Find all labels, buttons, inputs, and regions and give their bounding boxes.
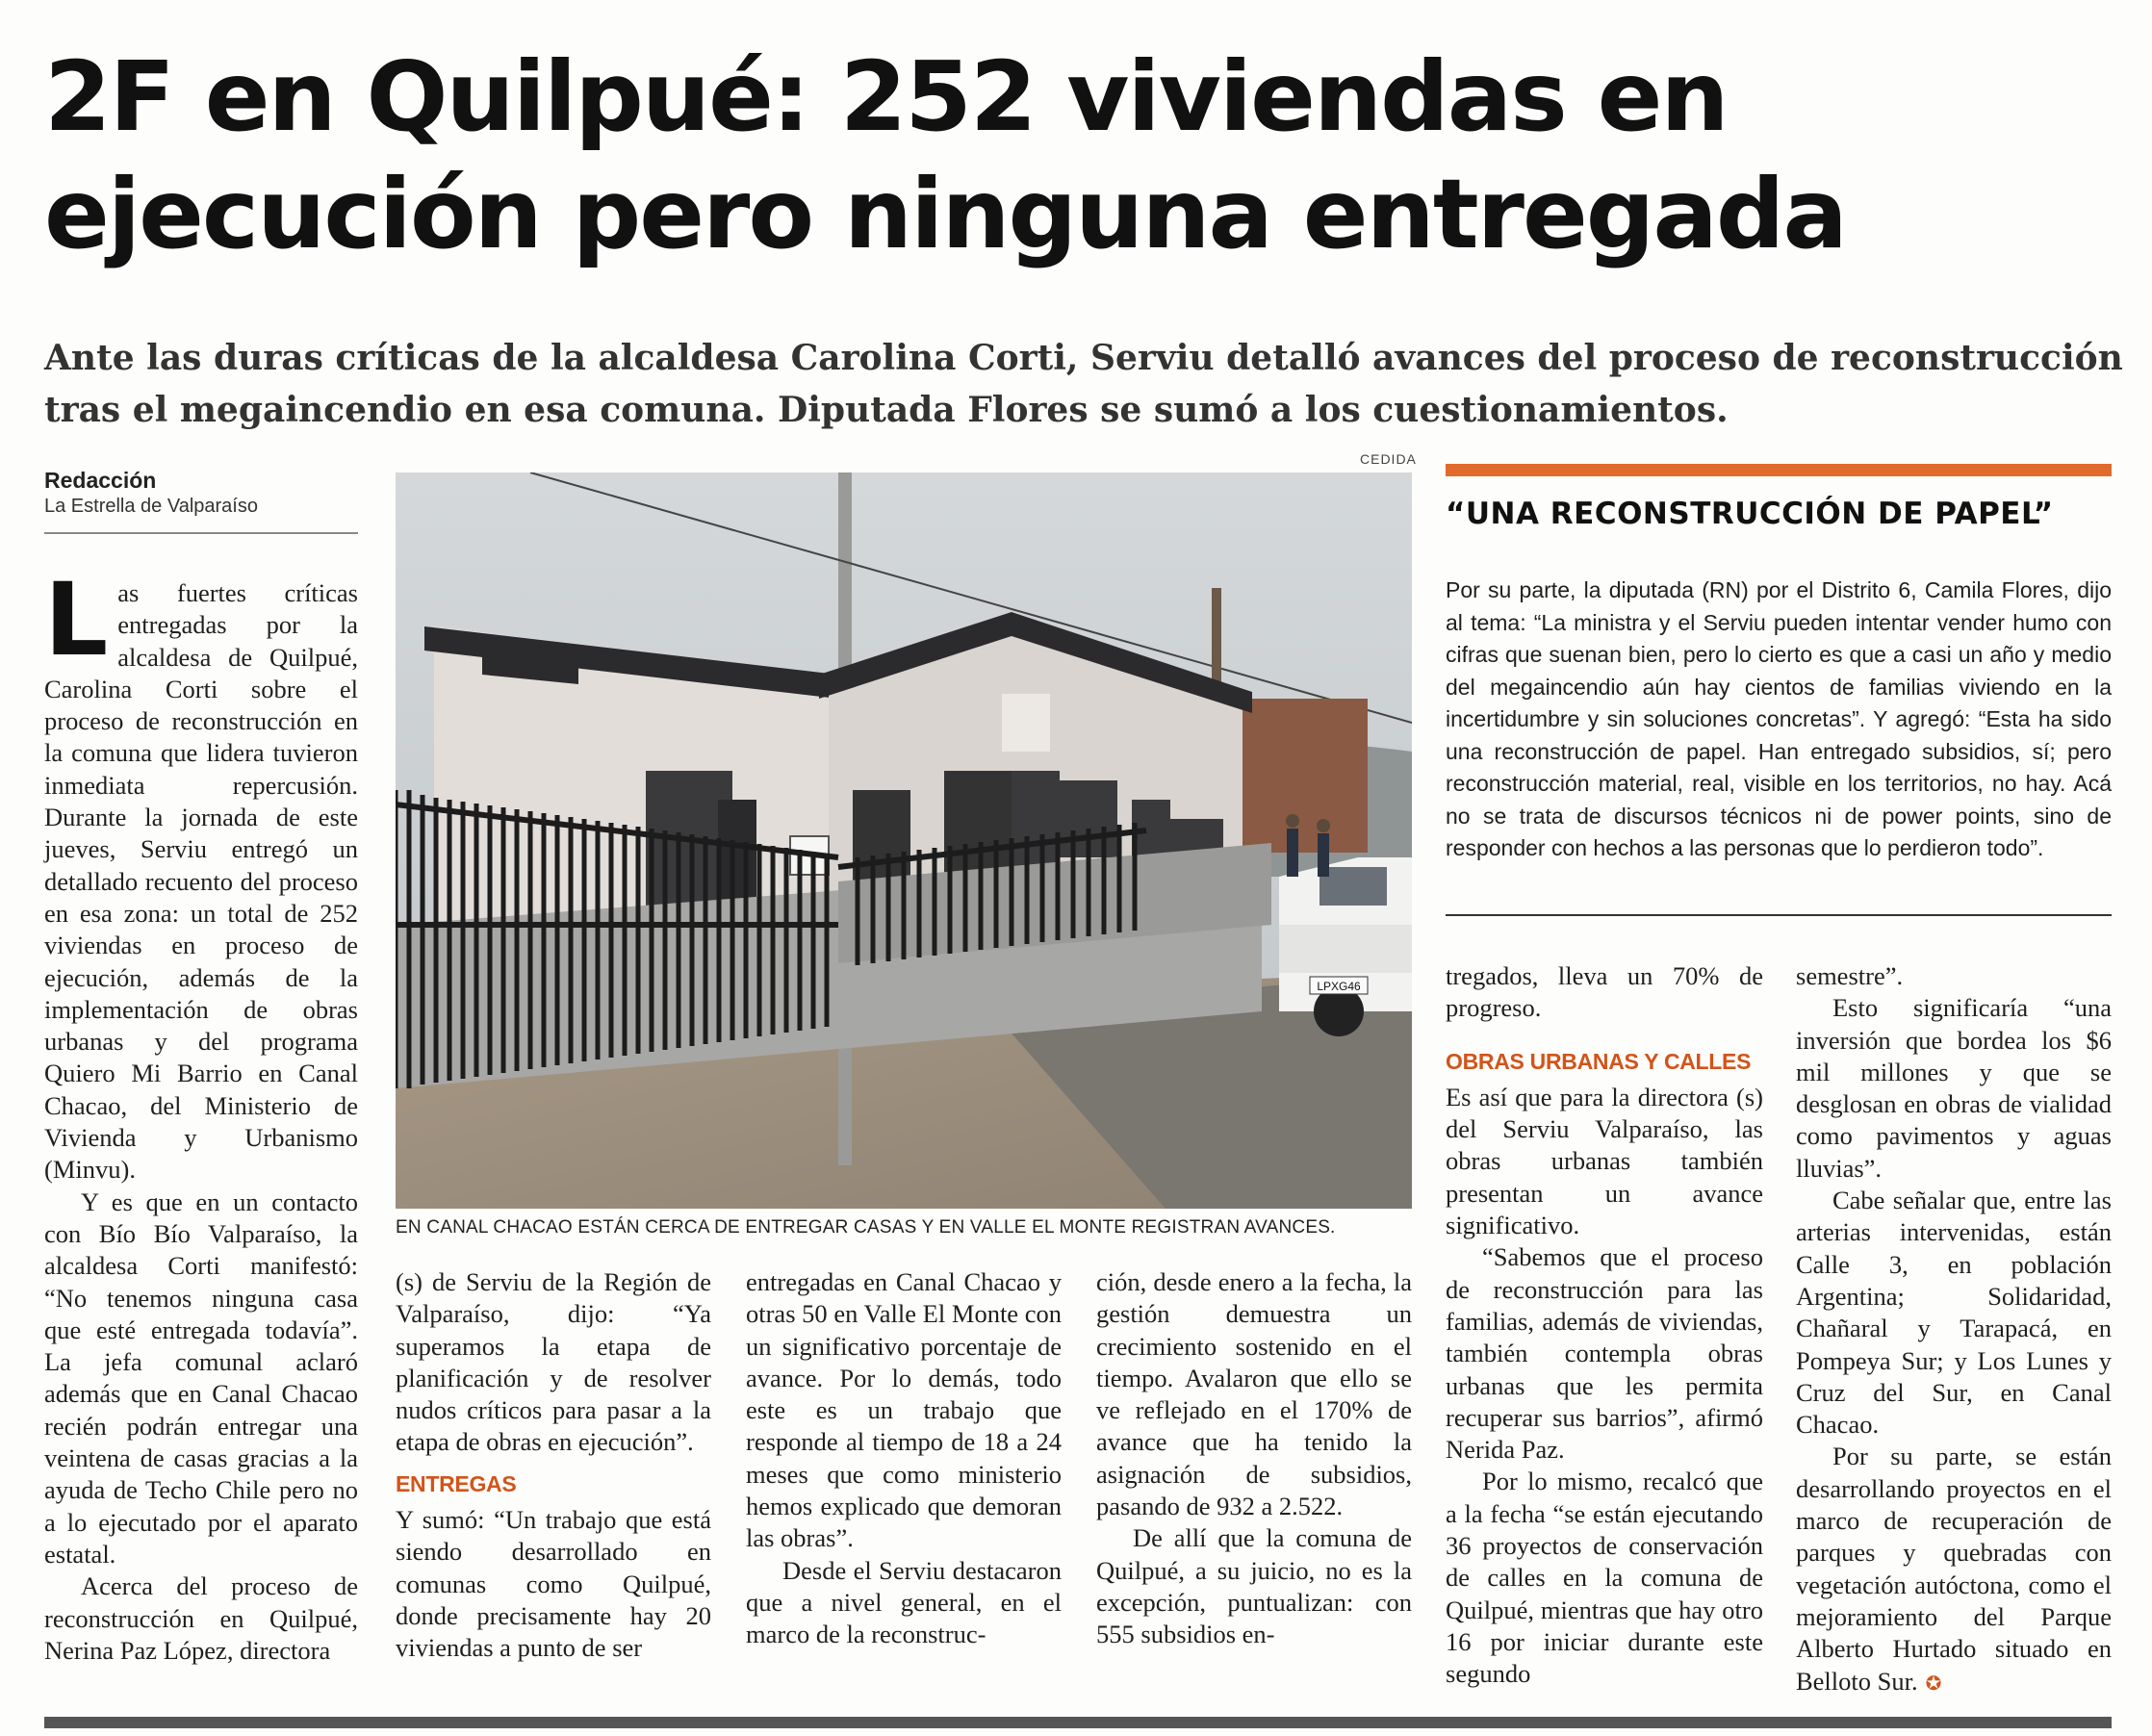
photo-credit: CEDIDA <box>1360 451 1417 467</box>
photo-caption: EN CANAL CHACAO ESTÁN CERCA DE ENTREGAR CASAS Y EN VALLE EL MONTE REGISTRAN AVANCES. <box>396 1217 1336 1238</box>
article-paragraph: “Sabemos que el proceso de reconstrucción para las familias, además de viviendas, también contempla obras urbanas que les permita recuperar sus barrios”, afirmó Nerida Paz. <box>1446 1242 1763 1465</box>
end-mark-icon: ✪ <box>1925 1672 1942 1695</box>
article-paragraph: Las fuertes críticas entregadas por la alcaldesa de Quilpué, Carolina Corti sobre el proceso de reconstrucción en la comuna que lidera tuvieron inmediata repercusión. Durante la jornada de este jueves, Serviu entregó un detallado recuento del proceso en esa zona: un total de 252 viviendas en proceso de ejecución, además de la implementación de obras urbanas y del programa Quiero Mi Barrio en Canal Chacao, del Ministerio de Vivienda y Urbanismo (Minvu). <box>44 561 358 1185</box>
article-paragraph: semestre”. <box>1796 961 1904 990</box>
article-paragraph: De allí que la comuna de Quilpué, a su juicio, no es la excepción, puntualizan: con 555 subsidios en- <box>1096 1523 1412 1649</box>
article-paragraph: Acerca del proceso de reconstrucción en Quilpué, Nerina Paz López, directora <box>44 1571 358 1665</box>
drop-cap: L <box>44 561 109 678</box>
article-column-5 <box>1446 960 1763 1691</box>
sidebar-divider <box>1446 914 2112 916</box>
sidebar-accent-bar <box>1446 464 2112 476</box>
article-paragraph: (s) de Serviu de la Región de Valparaíso, dijo: “Ya superamos la etapa de planificación y de resolver nudos críticos para pasar a la etapa de obras en ejecución”. <box>396 1267 711 1457</box>
article-column-3 <box>746 1266 1062 1651</box>
article-paragraph: Y es que en un contacto con Bío Bío Valparaíso, la alcaldesa Corti manifestó: “No tenemos ninguna casa que esté entregada todavía”. La jefa comunal aclaró además que en Canal Chacao recién podrán entregar una veintena de casas gracias a la ayuda de Techo Chile pero no a lo ejecutado por el aparato estatal. <box>44 1187 358 1569</box>
article-paragraph: Cabe señalar que, entre las arterias intervenidas, están Calle 3, en población Argentina; Solidaridad, Chañaral y Tarapacá, en Pompeya Sur; y Los Lunes y Cruz del Sur, en Canal Chacao. <box>1796 1186 2112 1440</box>
article-paragraph: entregadas en Canal Chacao y otras 50 en Valle El Monte con un significativo porcentaje de avance. Por lo demás, todo este es un trabajo que responde al tiempo de 18 a 24 meses que como ministerio hemos explicado que demoran las obras”. <box>746 1267 1062 1553</box>
headline: 2F en Quilpué: 252 viviendas en ejecución pero ninguna entregada <box>44 40 1846 270</box>
sidebar-title: “UNA RECONSTRUCCIÓN DE PAPEL” <box>1446 497 2054 531</box>
byline-publication: La Estrella de Valparaíso <box>44 496 258 517</box>
article-column-1 <box>44 561 358 1667</box>
article-paragraph: tregados, lleva un 70% de progreso. <box>1446 961 1763 1023</box>
article-paragraph: ción, desde enero a la fecha, la gestión demuestra un crecimiento sostenido en el tiempo. Avalaron que ello se ve reflejado en el 170% de avance que ha tenido la asignación de subsidios, pasando de 932 a 2.522. <box>1096 1267 1412 1521</box>
article-paragraph: Esto significaría “una inversión que bordea los $6 mil millones y que se desglosan en obras de vialidad como pavimentos y aguas lluvias”. <box>1796 993 2112 1183</box>
bottom-rule <box>44 1717 2112 1728</box>
article-column-2 <box>396 1266 711 1665</box>
article-paragraph: Por lo mismo, recalcó que a la fecha “se están ejecutando 36 proyectos de conservación de calles en la comuna de Quilpué, mientras que hay otro 16 por iniciar durante este segundo <box>1446 1467 1763 1689</box>
news-photo <box>396 472 1412 1209</box>
article-paragraph: Desde el Serviu destacaron que a nivel general, en el marco de la reconstruc- <box>746 1555 1062 1649</box>
house-construction-illustration <box>396 472 1412 1209</box>
section-heading-obras: OBRAS URBANAS Y CALLES <box>1446 1048 1752 1074</box>
article-column-4 <box>1096 1266 1412 1651</box>
article-paragraph: Y sumó: “Un trabajo que está siendo desarrollado en comunas como Quilpué, donde precisamente hay 20 viviendas a punto de ser <box>396 1505 711 1663</box>
article-paragraph: Es así que para la directora (s) del Serviu Valparaíso, las obras urbanas también presentan un avance significativo. <box>1446 1082 1763 1240</box>
byline-divider <box>44 532 358 534</box>
sidebar-text: Por su parte, la diputada (RN) por el Distrito 6, Camila Flores, dijo al tema: “La ministra y el Serviu pueden intentar vender humo con cifras que suenan bien, pero lo cierto es que a casi un año y medio del megaincendio aún hay cientos de familias viviendo en la incertidumbre y sin soluciones concretas”. Y agregó: “Esta ha sido una reconstrucción de papel. Han entregado subsidios, sí; pero reconstrucción material, real, visible en los territorios, no hay. Acá no se trata de discursos técnicos ni de power points, sino de responder con hechos a las personas que lo perdieron todo”. <box>1446 577 2112 860</box>
article-column-6 <box>1796 960 2112 1700</box>
byline-author: Redacción <box>44 468 157 493</box>
section-heading-entregas: ENTREGAS <box>396 1470 517 1496</box>
license-plate: LPXG46 <box>1317 980 1361 993</box>
article-paragraph: Por su parte, se están desarrollando proyectos en el marco de recuperación de parques y quebradas con vegetación autóctona, como el mejoramiento del Parque Alberto Hurtado situado en Belloto Sur. ✪ <box>1796 1441 2112 1699</box>
deck: Ante las duras críticas de la alcaldesa Carolina Corti, Serviu detalló avances del proceso de reconstrucción tras el megaincendio en esa comuna. Diputada Flores se sumó a los cuestionamientos. <box>44 338 2123 430</box>
